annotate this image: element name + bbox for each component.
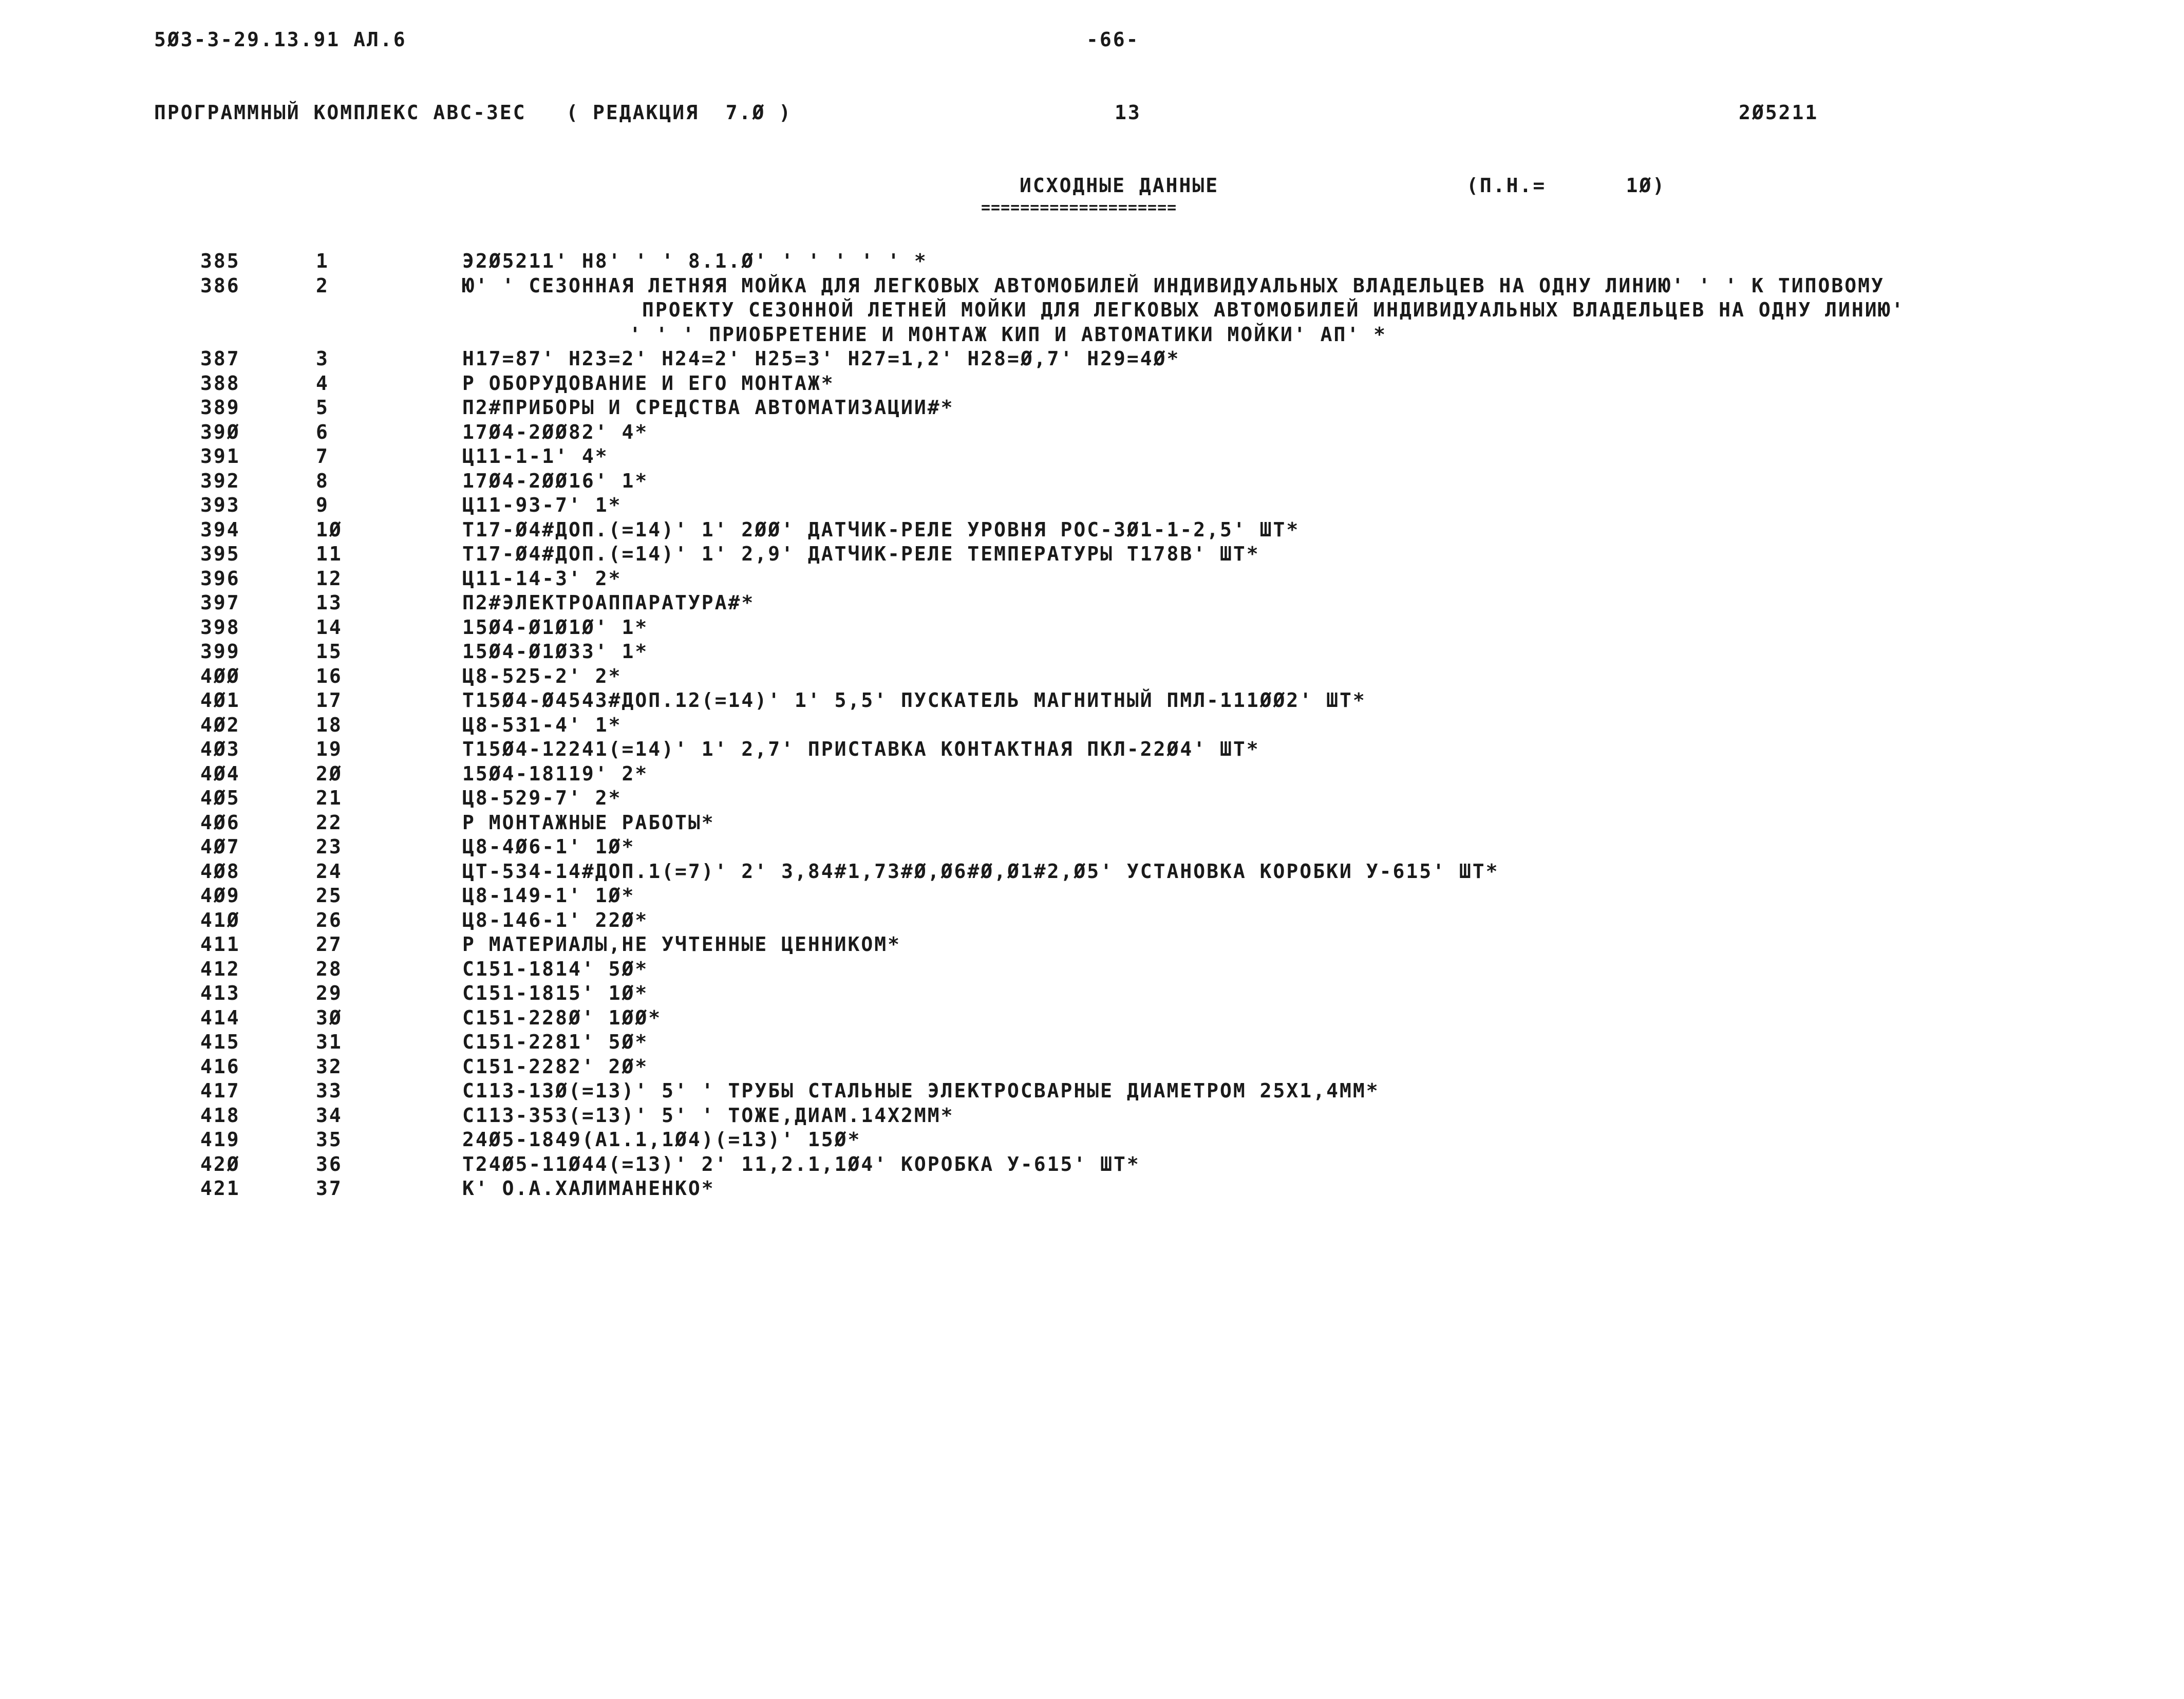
- record-text: Ю' ' СЕЗОННАЯ ЛЕТНЯЯ МОЙКА ДЛЯ ЛЕГКОВЫХ АВТОМОБИЛЕЙ ИНДИВИДУАЛЬНЫХ ВЛАДЕЛЬЦЕВ НА ОДНУ ЛИНИЮ' ' ' К ТИПОВОМУ: [462, 274, 1885, 297]
- record-text: Ц8-146-1' 22Ø*: [462, 908, 649, 931]
- local-line-number: 34: [316, 1104, 343, 1127]
- local-line-number: 11: [316, 543, 343, 565]
- listing-row: [0, 591, 2184, 615]
- record-text: П2#ПРИБОРЫ И СРЕДСТВА АВТОМАТИЗАЦИИ#*: [462, 396, 954, 419]
- record-text: Р МАТЕРИАЛЫ,НЕ УЧТЕННЫЕ ЦЕННИКОМ*: [462, 933, 901, 956]
- listing-row: [0, 884, 2184, 908]
- program-title: ПРОГРАММНЫЙ КОМПЛЕКС АВС-3ЕС ( РЕДАКЦИЯ 7.Ø ): [154, 101, 793, 124]
- listing-row: [0, 444, 2184, 469]
- listing-row: [0, 835, 2184, 860]
- record-continuation: ' ' ' ПРИОБРЕТЕНИЕ И МОНТАЖ КИП И АВТОМАТИКИ МОЙКИ' АП' *: [629, 323, 1387, 346]
- global-line-number: 388: [200, 371, 240, 395]
- listing-row: [0, 1152, 2184, 1177]
- global-line-number: 418: [200, 1104, 240, 1127]
- global-line-number: 421: [200, 1177, 240, 1200]
- listing-row: [0, 323, 2184, 347]
- global-line-number: 4Ø3: [200, 738, 240, 760]
- local-line-number: 9: [316, 494, 329, 516]
- local-line-number: 8: [316, 469, 329, 492]
- global-line-number: 396: [200, 567, 240, 590]
- listing-row: [0, 1104, 2184, 1128]
- record-text: Р ОБОРУДОВАНИЕ И ЕГО МОНТАЖ*: [462, 371, 835, 395]
- local-line-number: 35: [316, 1128, 343, 1151]
- local-line-number: 21: [316, 787, 343, 809]
- listing-row: [0, 567, 2184, 591]
- document-number: 2Ø5211: [1739, 101, 1819, 124]
- global-line-number: 4Ø7: [200, 835, 240, 858]
- listing-row: [0, 249, 2184, 274]
- local-line-number: 31: [316, 1031, 343, 1053]
- global-line-number: 393: [200, 494, 240, 516]
- global-line-number: 41Ø: [200, 908, 240, 931]
- global-line-number: 413: [200, 982, 240, 1004]
- record-text: П2#ЭЛЕКТРОАППАРАТУРА#*: [462, 591, 755, 614]
- listing-row: [0, 688, 2184, 713]
- global-line-number: 39Ø: [200, 420, 240, 443]
- local-line-number: 17: [316, 689, 343, 712]
- listing-row: [0, 981, 2184, 1006]
- listing: [0, 249, 2184, 1201]
- local-line-number: 28: [316, 957, 343, 980]
- record-text: Р МОНТАЖНЫЕ РАБОТЫ*: [462, 811, 715, 834]
- global-line-number: 385: [200, 250, 240, 272]
- listing-row: [0, 860, 2184, 884]
- record-text: С151-2281' 5Ø*: [462, 1031, 649, 1053]
- section-parameter: (П.Н.= 1Ø): [1466, 174, 1666, 197]
- listing-row: [0, 737, 2184, 762]
- listing-row: [0, 786, 2184, 811]
- global-line-number: 412: [200, 957, 240, 980]
- local-line-number: 18: [316, 713, 343, 736]
- global-line-number: 417: [200, 1079, 240, 1102]
- record-text: Т24Ø5-11Ø44(=13)' 2' 11,2.1,1Ø4' КОРОБКА У-615' ШТ*: [462, 1152, 1140, 1175]
- global-line-number: 399: [200, 640, 240, 663]
- record-text: 15Ø4-Ø1Ø33' 1*: [462, 640, 649, 663]
- record-text: С151-1814' 5Ø*: [462, 957, 649, 980]
- local-line-number: 23: [316, 835, 343, 858]
- listing-row: [0, 298, 2184, 323]
- listing-row: [0, 664, 2184, 689]
- listing-row: [0, 1079, 2184, 1104]
- record-text: 24Ø5-1849(А1.1,1Ø4)(=13)' 15Ø*: [462, 1128, 861, 1151]
- local-line-number: 3Ø: [316, 1006, 343, 1029]
- local-line-number: 24: [316, 860, 343, 883]
- record-text: Ц8-149-1' 1Ø*: [462, 884, 635, 907]
- local-line-number: 7: [316, 445, 329, 468]
- record-text: 17Ø4-2ØØ82' 4*: [462, 420, 649, 443]
- global-line-number: 414: [200, 1006, 240, 1029]
- record-text: Ц11-14-3' 2*: [462, 567, 622, 590]
- local-line-number: 15: [316, 640, 343, 663]
- local-line-number: 27: [316, 933, 343, 956]
- listing-row: [0, 274, 2184, 298]
- local-line-number: 6: [316, 420, 329, 443]
- global-line-number: 4Ø8: [200, 860, 240, 883]
- global-line-number: 419: [200, 1128, 240, 1151]
- listing-row: [0, 932, 2184, 957]
- listing-row: [0, 542, 2184, 567]
- record-text: ЦТ-534-14#ДОП.1(=7)' 2' 3,84#1,73#Ø,Ø6#Ø,Ø1#2,Ø5' УСТАНОВКА КОРОБКИ У-615' ШТ*: [462, 860, 1499, 883]
- listing-row: [0, 957, 2184, 982]
- global-line-number: 411: [200, 933, 240, 956]
- section-title: ИСХОДНЫЕ ДАННЫЕ: [1020, 174, 1219, 197]
- listing-row: [0, 811, 2184, 835]
- listing-row: [0, 469, 2184, 494]
- global-line-number: 4Ø1: [200, 689, 240, 712]
- global-line-number: 416: [200, 1055, 240, 1078]
- record-text: Ц11-93-7' 1*: [462, 494, 622, 516]
- record-continuation: ПРОЕКТУ СЕЗОННОЙ ЛЕТНЕЙ МОЙКИ ДЛЯ ЛЕГКОВЫХ АВТОМОБИЛЕЙ ИНДИВИДУАЛЬНЫХ ВЛАДЕЛЬЦЕВ НА ОДНУ ЛИНИЮ': [642, 298, 1905, 321]
- local-line-number: 4: [316, 371, 329, 395]
- local-line-number: 1: [316, 250, 329, 272]
- local-line-number: 16: [316, 664, 343, 687]
- listing-row: [0, 1006, 2184, 1031]
- listing-row: [0, 908, 2184, 933]
- section-underline: ====================: [981, 199, 1177, 217]
- record-text: Т17-Ø4#ДОП.(=14)' 1' 2ØØ' ДАТЧИК-РЕЛЕ УРОВНЯ РОС-3Ø1-1-2,5' ШТ*: [462, 518, 1300, 541]
- record-text: 15Ø4-Ø1Ø1Ø' 1*: [462, 615, 649, 639]
- record-text: Ц8-525-2' 2*: [462, 664, 622, 687]
- local-line-number: 2Ø: [316, 762, 343, 785]
- global-line-number: 4Ø6: [200, 811, 240, 834]
- global-line-number: 398: [200, 615, 240, 639]
- local-line-number: 12: [316, 567, 343, 590]
- global-line-number: 397: [200, 591, 240, 614]
- record-text: 17Ø4-2ØØ16' 1*: [462, 469, 649, 492]
- listing-row: [0, 615, 2184, 640]
- global-line-number: 4ØØ: [200, 664, 240, 687]
- record-text: Ц8-4Ø6-1' 1Ø*: [462, 835, 635, 858]
- local-line-number: 33: [316, 1079, 343, 1102]
- global-line-number: 4Ø2: [200, 713, 240, 736]
- global-line-number: 389: [200, 396, 240, 419]
- global-line-number: 4Ø9: [200, 884, 240, 907]
- record-text: Ц8-531-4' 1*: [462, 713, 622, 736]
- listing-row: [0, 640, 2184, 664]
- document-code: 5Ø3-3-29.13.91 АЛ.6: [154, 28, 407, 51]
- local-line-number: 14: [316, 615, 343, 639]
- record-text: Т15Ø4-Ø4543#ДОП.12(=14)' 1' 5,5' ПУСКАТЕЛЬ МАГНИТНЫЙ ПМЛ-111ØØ2' ШТ*: [462, 689, 1366, 712]
- record-text: К' О.А.ХАЛИМАНЕНКО*: [462, 1177, 715, 1200]
- record-text: С151-2282' 2Ø*: [462, 1055, 649, 1078]
- global-line-number: 386: [200, 274, 240, 297]
- record-text: С151-1815' 1Ø*: [462, 982, 649, 1004]
- listing-row: [0, 371, 2184, 396]
- record-text: С113-353(=13)' 5' ' ТОЖЕ,ДИАМ.14Х2ММ*: [462, 1104, 954, 1127]
- page-number: -66-: [1086, 28, 1140, 51]
- listing-row: [0, 518, 2184, 543]
- global-line-number: 4Ø4: [200, 762, 240, 785]
- record-text: Э2Ø5211' Н8' ' ' 8.1.Ø' ' ' ' ' ' *: [462, 250, 928, 272]
- global-line-number: 42Ø: [200, 1152, 240, 1175]
- listing-row: [0, 493, 2184, 518]
- global-line-number: 387: [200, 347, 240, 370]
- local-line-number: 25: [316, 884, 343, 907]
- local-line-number: 1Ø: [316, 518, 343, 541]
- global-line-number: 394: [200, 518, 240, 541]
- local-line-number: 37: [316, 1177, 343, 1200]
- local-line-number: 36: [316, 1152, 343, 1175]
- listing-row: [0, 420, 2184, 445]
- local-line-number: 26: [316, 908, 343, 931]
- listing-row: [0, 1128, 2184, 1152]
- record-text: Т17-Ø4#ДОП.(=14)' 1' 2,9' ДАТЧИК-РЕЛЕ ТЕМПЕРАТУРЫ Т178В' ШТ*: [462, 543, 1260, 565]
- local-line-number: 22: [316, 811, 343, 834]
- local-line-number: 13: [316, 591, 343, 614]
- listing-row: [0, 1055, 2184, 1079]
- global-line-number: 392: [200, 469, 240, 492]
- global-line-number: 415: [200, 1031, 240, 1053]
- record-text: Ц11-1-1' 4*: [462, 445, 609, 468]
- local-line-number: 2: [316, 274, 329, 297]
- global-line-number: 4Ø5: [200, 787, 240, 809]
- global-line-number: 395: [200, 543, 240, 565]
- record-text: С151-228Ø' 1ØØ*: [462, 1006, 662, 1029]
- listing-row: [0, 1177, 2184, 1201]
- local-line-number: 5: [316, 396, 329, 419]
- sheet-number: 13: [1115, 101, 1141, 124]
- listing-row: [0, 1030, 2184, 1055]
- listing-row: [0, 713, 2184, 738]
- local-line-number: 29: [316, 982, 343, 1004]
- listing-row: [0, 347, 2184, 371]
- record-text: Ц8-529-7' 2*: [462, 787, 622, 809]
- listing-row: [0, 762, 2184, 787]
- record-text: 15Ø4-18119' 2*: [462, 762, 649, 785]
- local-line-number: 32: [316, 1055, 343, 1078]
- record-text: С113-13Ø(=13)' 5' ' ТРУБЫ СТАЛЬНЫЕ ЭЛЕКТРОСВАРНЫЕ ДИАМЕТРОМ 25Х1,4ММ*: [462, 1079, 1380, 1102]
- record-text: Н17=87' Н23=2' Н24=2' Н25=3' Н27=1,2' Н28=Ø,7' Н29=4Ø*: [462, 347, 1180, 370]
- global-line-number: 391: [200, 445, 240, 468]
- local-line-number: 19: [316, 738, 343, 760]
- record-text: Т15Ø4-12241(=14)' 1' 2,7' ПРИСТАВКА КОНТАКТНАЯ ПКЛ-22Ø4' ШТ*: [462, 738, 1260, 760]
- local-line-number: 3: [316, 347, 329, 370]
- listing-row: [0, 396, 2184, 420]
